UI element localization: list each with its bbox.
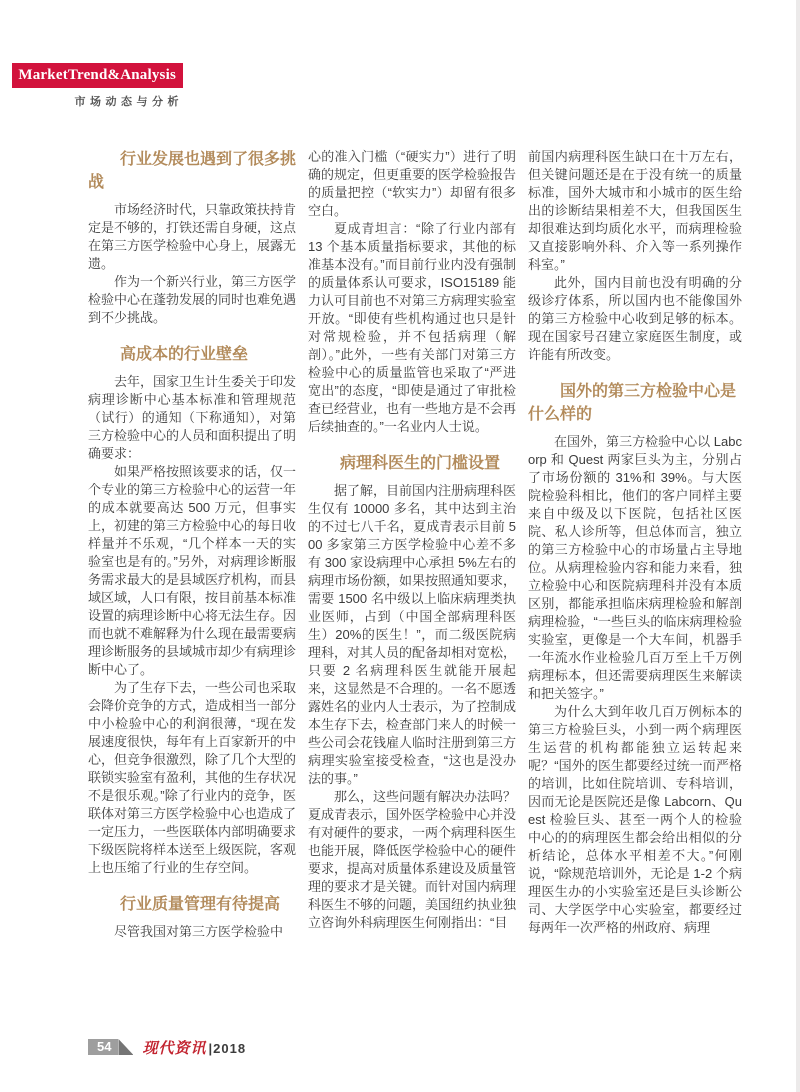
section-heading: 国外的第三方检验中心是什么样的 — [528, 383, 737, 423]
article-paragraph: 此外，国内目前也没有明确的分级诊疗体系，所以国内也不能像国外的第三方检验中心收到足够的标本。现在国家号召建立家庭医生制度，或许能有所改变。 — [528, 275, 742, 362]
section-heading: 高成本的行业壁垒 — [120, 346, 249, 363]
section-header-bar: MarketTrend&Analysis — [12, 63, 183, 88]
magazine-name-text: 现代资讯 — [142, 1038, 207, 1057]
section-heading: 病理科医生的门槛设置 — [340, 455, 501, 472]
article-column — [308, 148, 516, 932]
section-heading: 行业质量管理有待提高 — [120, 896, 281, 913]
article-paragraph: 前国内病理科医生缺口在十万左右，但关键问题还是在于没有统一的质量标准，国外大城市和小城市的医生给出的诊断结果相差不大，但我国医生却很难达到均质化水平，而病理检验又直接影响外科、介入等一系列操作科室。” — [528, 149, 742, 272]
article-paragraph: 为了生存下去，一些公司也采取会降价竞争的方式，造成相当一部分中小检验中心的利润很薄，“现在发展速度很快，每年有上百家新开的中心，但竞争很激烈，除了几个大型的联锁实验室有盈利，其他的生存状况不是很乐观。”除了行业内的竞争，医联体对第三方医学检验中心也造成了一定压力，一些医联体内部明确要求下级医院将样本送至上级医院，客观上也压缩了行业的生存空间。 — [88, 680, 297, 875]
article-paragraph: 尽管我国对第三方医学检验中 — [114, 924, 284, 939]
article-paragraph: 市场经济时代，只靠政策扶持肯定是不够的，打铁还需自身硬，这点在第三方医学检验中心身上，展露无遗。 — [88, 202, 297, 271]
scan-edge-artifact — [796, 0, 800, 1092]
magazine-name — [142, 1037, 246, 1058]
article-paragraph: 据了解，目前国内注册病理科医生仅有 10000 多名，其中达到主治的不过七八千名，夏成青表示目前 500 多家第三方医学检验中心差不多有 300 家设病理中心承担 5%左右的病理市场份额，如果按照通知要求，需要 1500 名中级以上临床病理类执业医师，占到（中国全部病理科医生）20%的医生！”，而二级医院病理科，对其人员的配备却相对宽松，只要 2 名病理科医生就能开展起来，这显然是不合理的。一名不愿透露姓名的业内人士表示，为了控制成本生存下去，检查部门来人的时候一些公司会花钱雇人临时注册到第三方病理实验室接受检查，“这也是没办法的事。” — [308, 483, 517, 786]
badge-tail-shape — [118, 1039, 133, 1055]
article-paragraph: 在国外，第三方检验中心以 Labcorp 和 Quest 两家巨头为主，分别占了市场份额的 31%和 39%。与大医院检验科相比，他们的客户同样主要来自中级及以下医院，包括社区医院、私人诊所等，但总体而言，独立的第三方检验中心的市场量占主导地位。从病理检验内容和能力来看，独立检验中心和医院病理科并没有本质区别，都能承担临床病理检验和解剖病理检验，“一些巨头的临床病理检验实验室，更像是一个大车间，机器手一年流水作业检验几百万至上千万例病理标本，但还需要病理医生来解读和把关签字。” — [528, 434, 742, 701]
article-column — [528, 148, 742, 937]
page-footer — [88, 1038, 246, 1056]
section-header-subtitle: 市场动态与分析 — [74, 96, 183, 108]
article-column — [88, 148, 296, 941]
article-paragraph: 夏成青坦言：“除了行业内部有 13 个基本质量指标要求，其他的标准基本没有。”而目前行业内没有强制的质量体系认可要求，ISO15189 能力认可目前也不对第三方病理实验室开放。“即使有些机构通过也只是针对常规检验，并不包括病理（解剖）。”此外，一些有关部门对第三方检验中心的质量监管也采取了“严进宽出”的态度，“即使是通过了审批检查已经营业，也有一些地方是不会再后续抽查的。”一名业内人士说。 — [308, 221, 517, 434]
footer-separator: | — [208, 1040, 214, 1056]
footer-year: 2018 — [213, 1040, 247, 1056]
page-number-badge: 54 — [88, 1039, 118, 1055]
article-paragraph: 为什么大到年收几百万例标本的第三方检验巨头，小到一两个病理医生运营的机构都能独立运转起来呢？“国外的医生都要经过统一而严格的培训，比如住院培训、专科培训，因而无论是医院还是像 Labcorn、Quest 检验巨头、甚至一两个人的检验中心的的病理医生都会给出相似的分析结论，总体水平相差不大。”何刚说，“除规范培训外，无论是 1-2 个病理医生办的小实验室还是巨头诊断公司、大学医学中心实验室，都要经过每两年一次严格的州政府、病理 — [528, 704, 742, 935]
magazine-year — [208, 1041, 246, 1056]
article-paragraph: 去年，国家卫生计生委关于印发病理诊断中心基本标准和管理规范（试行）的通知（下称通知），对第三方检验中心的人员和面积提出了明确要求： — [88, 374, 297, 461]
article-paragraph: 作为一个新兴行业，第三方医学检验中心在蓬勃发展的同时也难免遇到不少挑战。 — [88, 274, 297, 325]
article-paragraph: 那么，这些问题有解决办法吗？夏成青表示，国外医学检验中心并没有对硬件的要求，一两个病理科医生也能开展，降低医学检验中心的硬件要求，提高对质量体系建设及质量管理的要求才是关键。而针对国内病理科医生不够的问题，美国纽约执业独立咨询外科病理医生何刚指出：“目 — [308, 789, 517, 930]
section-heading: 行业发展也遇到了很多挑战 — [88, 151, 297, 191]
article-paragraph: 如果严格按照该要求的话，仅一个专业的第三方检验中心的运营一年的成本就要高达 500 万元，但事实上，初建的第三方检验中心的每日收样量并不乐观，“几个样本一天的实验室也是有的。”另外，对病理诊断服务需求最大的是县域医疗机构，而县域区域，人口有限，按目前基本标准设置的病理诊断中心将无法生存。因而也就不难解释为什么现在最需要病理诊断服务的县域城市却少有病理诊断中心了。 — [88, 464, 297, 677]
article-paragraph: 心的准入门槛（“硬实力”）进行了明确的规定，但更重要的医学检验报告的质量把控（“软实力”）却留有很多空白。 — [308, 149, 517, 218]
